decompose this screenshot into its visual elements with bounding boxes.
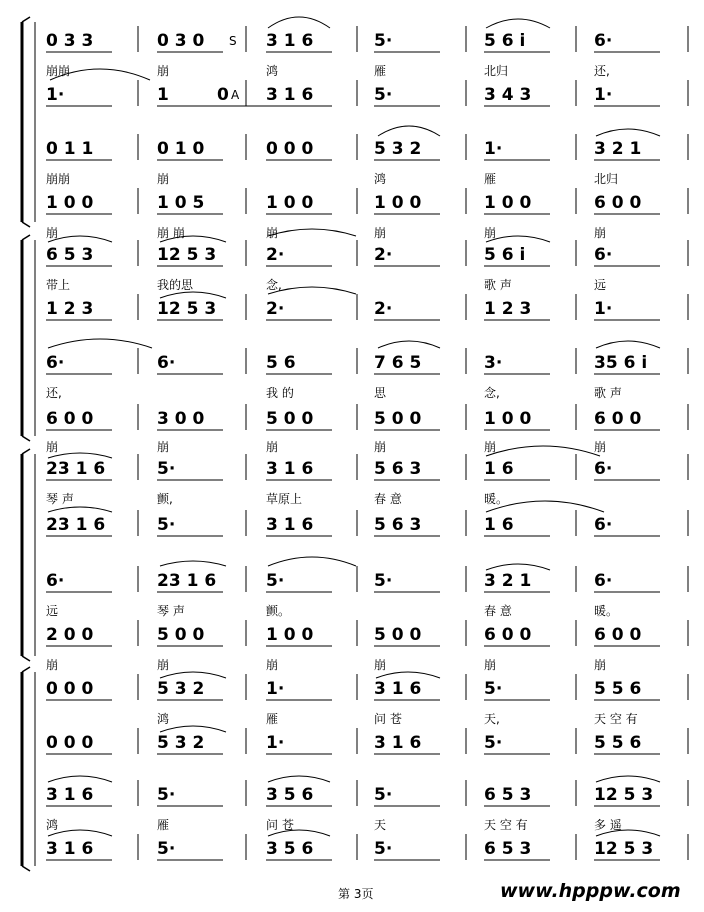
note-cell: 1 0 5 xyxy=(157,193,205,213)
lyric-cell: 还, xyxy=(46,386,62,400)
note-cell: 0 3 0 xyxy=(157,31,205,51)
note-cell: 6 5 3 xyxy=(484,839,532,859)
slur xyxy=(596,129,660,136)
slur xyxy=(160,672,226,678)
lyric-cell: 崩 xyxy=(266,226,279,240)
note-cell: 35 6 i xyxy=(594,353,648,373)
note-cell: 5· xyxy=(266,571,285,591)
note-cell: 5 6 3 xyxy=(374,459,422,479)
note-cell: 0 0 0 xyxy=(46,679,94,699)
note-cell: 3 5 6 xyxy=(266,785,314,805)
lyric-cell: 崩 崩 xyxy=(157,226,185,240)
slur xyxy=(268,557,356,566)
lyric-cell: 春 意 xyxy=(484,604,512,618)
rehearsal-mark: S xyxy=(229,34,237,48)
note-cell: 3 1 6 xyxy=(374,733,422,753)
note-cell: 1· xyxy=(594,299,613,319)
note-cell: 5 6 i xyxy=(484,245,526,265)
note-cell: 12 5 3 xyxy=(594,785,654,805)
lyric-cell: 雁 xyxy=(266,712,279,726)
note-cell: 5 5 6 xyxy=(594,733,642,753)
lyric-cell: 春 意 xyxy=(374,492,402,506)
note-cell: 7 6 5 xyxy=(374,353,422,373)
lyric-cell: 还, xyxy=(594,64,610,78)
lyric-cell: 天 空 有 xyxy=(594,712,638,726)
lyric-cell: 琴 声 xyxy=(157,604,185,618)
note-cell: 5 0 0 xyxy=(266,409,314,429)
slur xyxy=(486,446,600,456)
slur xyxy=(268,229,356,236)
lyric-cell: 天, xyxy=(484,712,500,726)
note-cell: 6· xyxy=(157,353,176,373)
lyric-cell: 天 xyxy=(374,818,387,832)
note-cell: 0 0 0 xyxy=(266,139,314,159)
note-cell: 3· xyxy=(484,353,503,373)
note-cell: 2· xyxy=(266,299,285,319)
lyric-cell: 远 xyxy=(46,604,59,618)
note-cell: 3 5 6 xyxy=(266,839,314,859)
note-cell: 5· xyxy=(374,785,393,805)
slur xyxy=(596,776,660,782)
note-cell: 6· xyxy=(594,459,613,479)
lyric-cell: 崩 xyxy=(266,440,279,454)
note-cell: 5 0 0 xyxy=(157,625,205,645)
note-cell: 3 1 6 xyxy=(266,515,314,535)
note-cell: 5 3 2 xyxy=(157,679,205,699)
note-cell: 6 5 3 xyxy=(484,785,532,805)
note-cell: 6 0 0 xyxy=(594,625,642,645)
lyric-cell: 雁 xyxy=(484,172,497,186)
note-cell: 6 5 3 xyxy=(46,245,94,265)
lyric-cell: 北归 xyxy=(594,172,619,186)
lyric-cell: 崩 xyxy=(157,658,170,672)
note-cell: 1 6 xyxy=(484,459,514,479)
lyric-cell: 问 苍 xyxy=(374,712,402,726)
note-cell: 3 1 6 xyxy=(374,679,422,699)
note-cell: 0 0 0 xyxy=(46,733,94,753)
lyric-cell: 崩 xyxy=(157,440,170,454)
slur xyxy=(48,507,112,512)
note-cell: 1 0 0 xyxy=(266,193,314,213)
note-cell: 0 xyxy=(217,85,229,105)
lyric-cell: 颤。 xyxy=(266,604,291,618)
lyric-cell: 念, xyxy=(484,386,500,400)
note-cell: 5 5 6 xyxy=(594,679,642,699)
note-cell: 3 2 1 xyxy=(594,139,642,159)
note-cell: 1 2 3 xyxy=(484,299,532,319)
slur xyxy=(596,341,660,348)
slur xyxy=(160,726,226,732)
note-cell: 5· xyxy=(484,679,503,699)
system-bracket-top xyxy=(22,17,30,22)
lyric-cell: 崩 xyxy=(374,226,387,240)
lyric-cell: 远 xyxy=(594,278,607,292)
page-number: 第 3页 xyxy=(338,887,374,901)
note-cell: 23 1 6 xyxy=(46,515,106,535)
lyric-cell: 崩 xyxy=(484,658,497,672)
note-cell: 6· xyxy=(46,571,65,591)
slur xyxy=(160,292,226,298)
system-bracket-top xyxy=(22,667,30,672)
note-cell: 0 3 3 xyxy=(46,31,94,51)
note-cell: 1· xyxy=(266,679,285,699)
note-cell: 3 1 6 xyxy=(266,459,314,479)
note-cell: 5· xyxy=(374,571,393,591)
lyric-cell: 暖。 xyxy=(594,604,619,618)
note-cell: 1 6 xyxy=(484,515,514,535)
note-cell: 3 1 6 xyxy=(46,785,94,805)
note-cell: 5· xyxy=(374,85,393,105)
lyric-cell: 琴 声 xyxy=(46,492,74,506)
note-cell: 3 1 6 xyxy=(266,85,314,105)
note-cell: 1 2 3 xyxy=(46,299,94,319)
slur xyxy=(268,776,330,782)
lyric-cell: 崩 xyxy=(594,440,607,454)
note-cell: 5 6 xyxy=(266,353,296,373)
note-cell: 5· xyxy=(374,31,393,51)
note-cell: 5· xyxy=(157,515,176,535)
lyric-cell: 草原上 xyxy=(266,492,303,506)
lyric-cell: 天 空 有 xyxy=(484,818,528,832)
note-cell: 0 1 1 xyxy=(46,139,94,159)
lyric-cell: 多 遥 xyxy=(594,818,622,832)
note-cell: 1 0 0 xyxy=(374,193,422,213)
lyric-cell: 崩 xyxy=(374,440,387,454)
lyric-cell: 崩 xyxy=(46,226,59,240)
note-cell: 5· xyxy=(157,459,176,479)
lyric-cell: 崩崩 xyxy=(46,172,71,186)
note-cell: 6 0 0 xyxy=(46,409,94,429)
lyric-cell: 崩 xyxy=(594,658,607,672)
note-cell: 5 6 3 xyxy=(374,515,422,535)
lyric-cell: 鸿 xyxy=(266,64,279,78)
note-cell: 5· xyxy=(374,839,393,859)
note-cell: 3 0 0 xyxy=(157,409,205,429)
note-cell: 6· xyxy=(594,571,613,591)
system-bracket-bottom xyxy=(22,222,30,227)
note-cell: 3 1 6 xyxy=(266,31,314,51)
note-cell: 2· xyxy=(374,299,393,319)
lyric-cell: 鸿 xyxy=(157,712,170,726)
slur xyxy=(486,564,550,570)
lyric-cell: 鸿 xyxy=(46,818,59,832)
note-cell: 6· xyxy=(594,31,613,51)
note-cell: 3 2 1 xyxy=(484,571,532,591)
slur xyxy=(160,561,226,566)
lyric-cell: 崩 xyxy=(484,440,497,454)
lyric-cell: 雁 xyxy=(374,64,387,78)
rehearsal-mark: A xyxy=(231,88,240,102)
note-cell: 0 1 0 xyxy=(157,139,205,159)
note-cell: 3 1 6 xyxy=(46,839,94,859)
lyric-cell: 带上 xyxy=(46,278,71,292)
note-cell: 5 3 2 xyxy=(157,733,205,753)
system-bracket-bottom xyxy=(22,656,30,661)
note-cell: 1 0 0 xyxy=(484,193,532,213)
note-cell: 12 5 3 xyxy=(157,245,217,265)
lyric-cell: 崩 xyxy=(594,226,607,240)
slur xyxy=(486,19,550,28)
note-cell: 6· xyxy=(594,245,613,265)
system-bracket-bottom xyxy=(22,436,30,441)
lyric-cell: 我 的 xyxy=(266,386,294,400)
note-cell: 2· xyxy=(374,245,393,265)
note-cell: 5 0 0 xyxy=(374,625,422,645)
note-cell: 1· xyxy=(46,85,65,105)
note-cell: 1 0 0 xyxy=(266,625,314,645)
note-cell: 12 5 3 xyxy=(157,299,217,319)
note-cell: 23 1 6 xyxy=(157,571,217,591)
note-cell: 5· xyxy=(157,785,176,805)
note-cell: 1 0 0 xyxy=(484,409,532,429)
note-cell: 2· xyxy=(266,245,285,265)
slur xyxy=(378,341,440,348)
system-bracket-top xyxy=(22,449,30,454)
note-cell: 5 0 0 xyxy=(374,409,422,429)
lyric-cell: 崩 xyxy=(484,226,497,240)
lyric-cell: 崩崩 xyxy=(46,64,71,78)
watermark-url: www.hpppw.com xyxy=(500,880,681,902)
note-cell: 6· xyxy=(46,353,65,373)
slur xyxy=(378,126,440,136)
note-cell: 1· xyxy=(266,733,285,753)
note-cell: 1 xyxy=(157,85,169,105)
note-cell: 1· xyxy=(594,85,613,105)
lyric-cell: 崩 xyxy=(157,64,170,78)
lyric-cell: 崩 xyxy=(157,172,170,186)
lyric-cell: 问 苍 xyxy=(266,818,294,832)
note-cell: 5· xyxy=(157,839,176,859)
note-cell: 6 0 0 xyxy=(594,409,642,429)
note-cell: 1 0 0 xyxy=(46,193,94,213)
note-cell: 12 5 3 xyxy=(594,839,654,859)
slur xyxy=(48,339,152,348)
note-cell: 6 0 0 xyxy=(594,193,642,213)
note-cell: 5 6 i xyxy=(484,31,526,51)
note-cell: 23 1 6 xyxy=(46,459,106,479)
slur xyxy=(376,672,440,678)
lyric-cell: 我的思 xyxy=(157,278,194,292)
system-bracket-top xyxy=(22,235,30,240)
note-cell: 6· xyxy=(594,515,613,535)
lyric-cell: 暖。 xyxy=(484,492,509,506)
note-cell: 2 0 0 xyxy=(46,625,94,645)
lyric-cell: 崩 xyxy=(46,658,59,672)
slur xyxy=(48,776,112,782)
note-cell: 5 3 2 xyxy=(374,139,422,159)
lyric-cell: 鸿 xyxy=(374,172,387,186)
system-bracket-bottom xyxy=(22,866,30,871)
lyric-cell: 崩 xyxy=(46,440,59,454)
lyric-cell: 念, xyxy=(266,278,282,292)
note-cell: 5· xyxy=(484,733,503,753)
lyric-cell: 歌 声 xyxy=(594,386,622,400)
lyric-cell: 崩 xyxy=(266,658,279,672)
lyric-cell: 崩 xyxy=(374,658,387,672)
lyric-cell: 北归 xyxy=(484,64,509,78)
lyric-cell: 思 xyxy=(374,386,387,400)
lyric-cell: 歌 声 xyxy=(484,278,512,292)
lyric-cell: 颤, xyxy=(157,492,173,506)
lyric-cell: 雁 xyxy=(157,818,170,832)
note-cell: 6 0 0 xyxy=(484,625,532,645)
slur xyxy=(268,17,330,28)
note-cell: 3 4 3 xyxy=(484,85,532,105)
note-cell: 1· xyxy=(484,139,503,159)
